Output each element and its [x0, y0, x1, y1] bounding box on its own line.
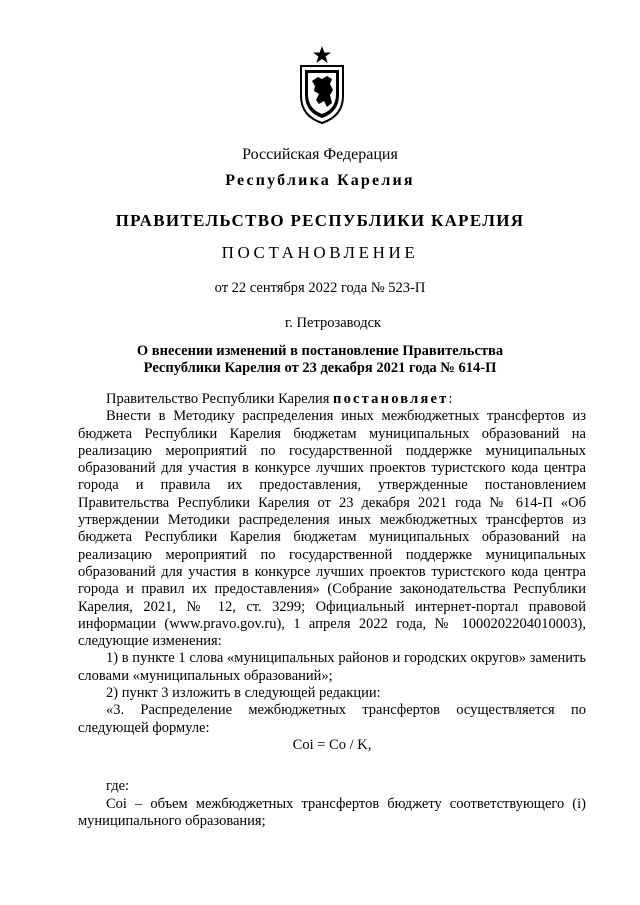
quoted-clause-3: «3. Распределение межбюджетных трансфертов осуществляется по следующей формуле:	[78, 702, 586, 736]
intro-prefix: Правительство Республики Карелия	[106, 391, 334, 407]
resolves-word: постановляет	[333, 391, 449, 407]
where-label: где:	[106, 778, 130, 795]
amendment-item-2: 2) пункт 3 изложить в следующей редакции:	[106, 685, 381, 702]
intro-suffix: :	[448, 391, 453, 407]
republic-name: Республика Карелия	[225, 172, 415, 189]
spacer	[78, 754, 586, 778]
issue-city: г. Петрозаводск	[285, 315, 382, 331]
document-kind: ПОСТАНОВЛЕНИЕ	[221, 243, 419, 262]
country-name: Российская Федерация	[242, 146, 398, 163]
definition-coi: Coi – объем межбюджетных трансфертов бюджету соответствующего (i) муниципального образования;	[78, 795, 586, 829]
coat-of-arms-karelia	[297, 46, 347, 124]
intro-paragraph	[78, 391, 586, 408]
formula: Coi = Co / K,	[292, 736, 372, 753]
document-date-number: от 22 сентября 2022 года № 523-П	[214, 280, 426, 296]
government-title: ПРАВИТЕЛЬСТВО РЕСПУБЛИКИ КАРЕЛИЯ	[115, 211, 525, 230]
document-body	[78, 391, 586, 830]
subject-line-1: О внесении изменений в постановление Правительства	[136, 343, 504, 359]
document-subject	[0, 343, 640, 377]
main-paragraph: Внести в Методику распределения иных межбюджетных трансфертов из бюджета Республики Карелия бюджетам муниципальных образований на реализацию мероприятий по государственной поддержке муниципальных образований для участия в конкурсе лучших проектов туристского кода центра города и правила их предоставления, утвержденные постановлением Правительства Республики Карелия от 23 декабря 2021 года № 614-П «Об утверждении Методики распределения иных межбюджетных трансфертов из бюджета Республики Карелия бюджетам муниципальных образований на реализацию мероприятий по государственной поддержке муниципальных образований для участия в конкурсе лучших проектов туристского кода центра города и правил их предоставления» (Собрание законодательства Республики Карелия, 2021, № 12, ст. 3299; Официальный интернет-портал правовой информации (www.pravo.gov.ru), 1 апреля 2022 года, № 1000202204010003), следующие изменения:	[78, 408, 586, 650]
subject-line-2: Республики Карелия от 23 декабря 2021 года № 614-П	[143, 360, 497, 376]
amendment-item-1: 1) в пункте 1 слова «муниципальных районов и городских округов» заменить словами «муниципальных образований»;	[78, 650, 586, 684]
